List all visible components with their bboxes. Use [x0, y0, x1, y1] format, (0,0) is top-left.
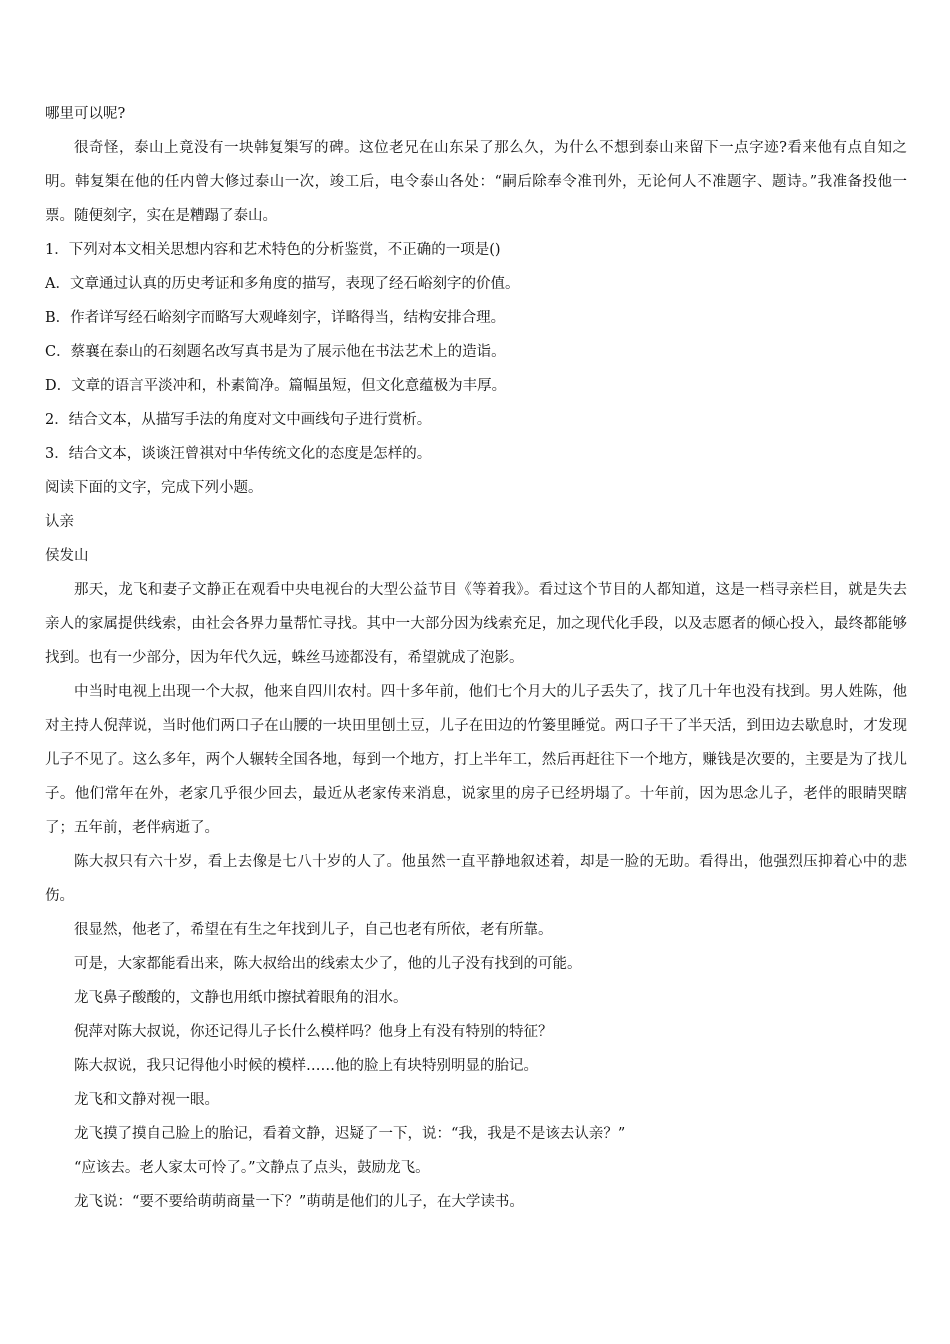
paragraph-tai-shan: 很奇怪，泰山上竟没有一块韩复榘写的碑。这位老兄在山东呆了那么久，为什么不想到泰山来留下一点字迹?看来他有点自知之明。韩复榘在他的任内曾大修过泰山一次，竣工后，电令泰山各处：“嗣后除奉令准刊外，无论何人不准题字、题诗。”我准备投他一票。随便刻字，实在是糟蹋了泰山。 [45, 140, 907, 224]
reading-author: 侯发山 [45, 548, 89, 564]
story-paragraph: 龙飞说：“要不要给萌萌商量一下？”萌萌是他们的儿子，在大学读书。 [74, 1194, 524, 1210]
story-paragraph: 陈大叔说，我只记得他小时候的模样……他的脸上有块特别明显的胎记。 [74, 1058, 538, 1074]
document-page [45, 97, 907, 1219]
option-b: B．作者详写经石峪刻字而略写大观峰刻字，详略得当，结构安排合理。 [45, 310, 506, 326]
question-1: 1．下列对本文相关思想内容和艺术特色的分析鉴赏，不正确的一项是() [45, 242, 501, 258]
opening-line: 哪里可以呢? [45, 106, 126, 122]
reading-title: 认亲 [45, 514, 74, 530]
story-paragraph: 中当时电视上出现一个大叔，他来自四川农村。四十多年前，他们七个月大的儿子丢失了，找了几十年也没有找到。男人姓陈，他对主持人倪萍说，当时他们两口子在山腰的一块田里刨土豆，儿子在田边的竹篓里睡觉。两口子干了半天活，到田边去歇息时，才发现儿子不见了。这么多年，两个人辗转全国各地，每到一个地方，打上半年工，然后再赶往下一个地方，赚钱是次要的，主要是为了找儿子。他们常年在外，老家几乎很少回去，最近从老家传来消息，说家里的房子已经坍塌了。十年前，因为思念儿子，老伴的眼睛哭瞎了；五年前，老伴病逝了。 [45, 684, 907, 836]
option-d: D．文章的语言平淡冲和，朴素简净。篇幅虽短，但文化意蕴极为丰厚。 [45, 378, 507, 394]
story-paragraph: “应该去。老人家太可怜了。”文静点了点头，鼓励龙飞。 [74, 1160, 430, 1176]
story-paragraph: 那天，龙飞和妻子文静正在观看中央电视台的大型公益节目《等着我》。看过这个节目的人都知道，这是一档寻亲栏目，就是失去亲人的家属提供线索，由社会各界力量帮忙寻找。其中一大部分因为线索充足，加之现代化手段，以及志愿者的倾心投入，最终都能够找到。也有一少部分，因为年代久远，蛛丝马迹都没有，希望就成了泡影。 [45, 582, 907, 666]
question-3: 3．结合文本，谈谈汪曾祺对中华传统文化的态度是怎样的。 [45, 446, 432, 462]
story-paragraph: 陈大叔只有六十岁，看上去像是七八十岁的人了。他虽然一直平静地叙述着，却是一脸的无助。看得出，他强烈压抑着心中的悲伤。 [45, 854, 907, 904]
story-paragraph: 龙飞鼻子酸酸的，文静也用纸巾擦拭着眼角的泪水。 [74, 990, 408, 1006]
story-paragraph: 很显然，他老了，希望在有生之年找到儿子，自己也老有所依，老有所靠。 [74, 922, 553, 938]
story-paragraph: 倪萍对陈大叔说，你还记得儿子长什么模样吗？他身上有没有特别的特征？ [74, 1024, 553, 1040]
option-c: C．蔡襄在泰山的石刻题名改写真书是为了展示他在书法艺术上的造诣。 [45, 344, 506, 360]
option-a: A．文章通过认真的历史考证和多角度的描写，表现了经石峪刻字的价值。 [45, 276, 520, 292]
question-2: 2．结合文本，从描写手法的角度对文中画线句子进行赏析。 [45, 412, 432, 428]
story-paragraph: 可是，大家都能看出来，陈大叔给出的线索太少了，他的儿子没有找到的可能。 [74, 956, 582, 972]
story-paragraph: 龙飞摸了摸自己脸上的胎记，看着文静，迟疑了一下，说：“我，我是不是该去认亲？” [74, 1126, 626, 1142]
story-paragraph: 龙飞和文静对视一眼。 [74, 1092, 219, 1108]
reading-instruction: 阅读下面的文字，完成下列小题。 [45, 480, 263, 496]
